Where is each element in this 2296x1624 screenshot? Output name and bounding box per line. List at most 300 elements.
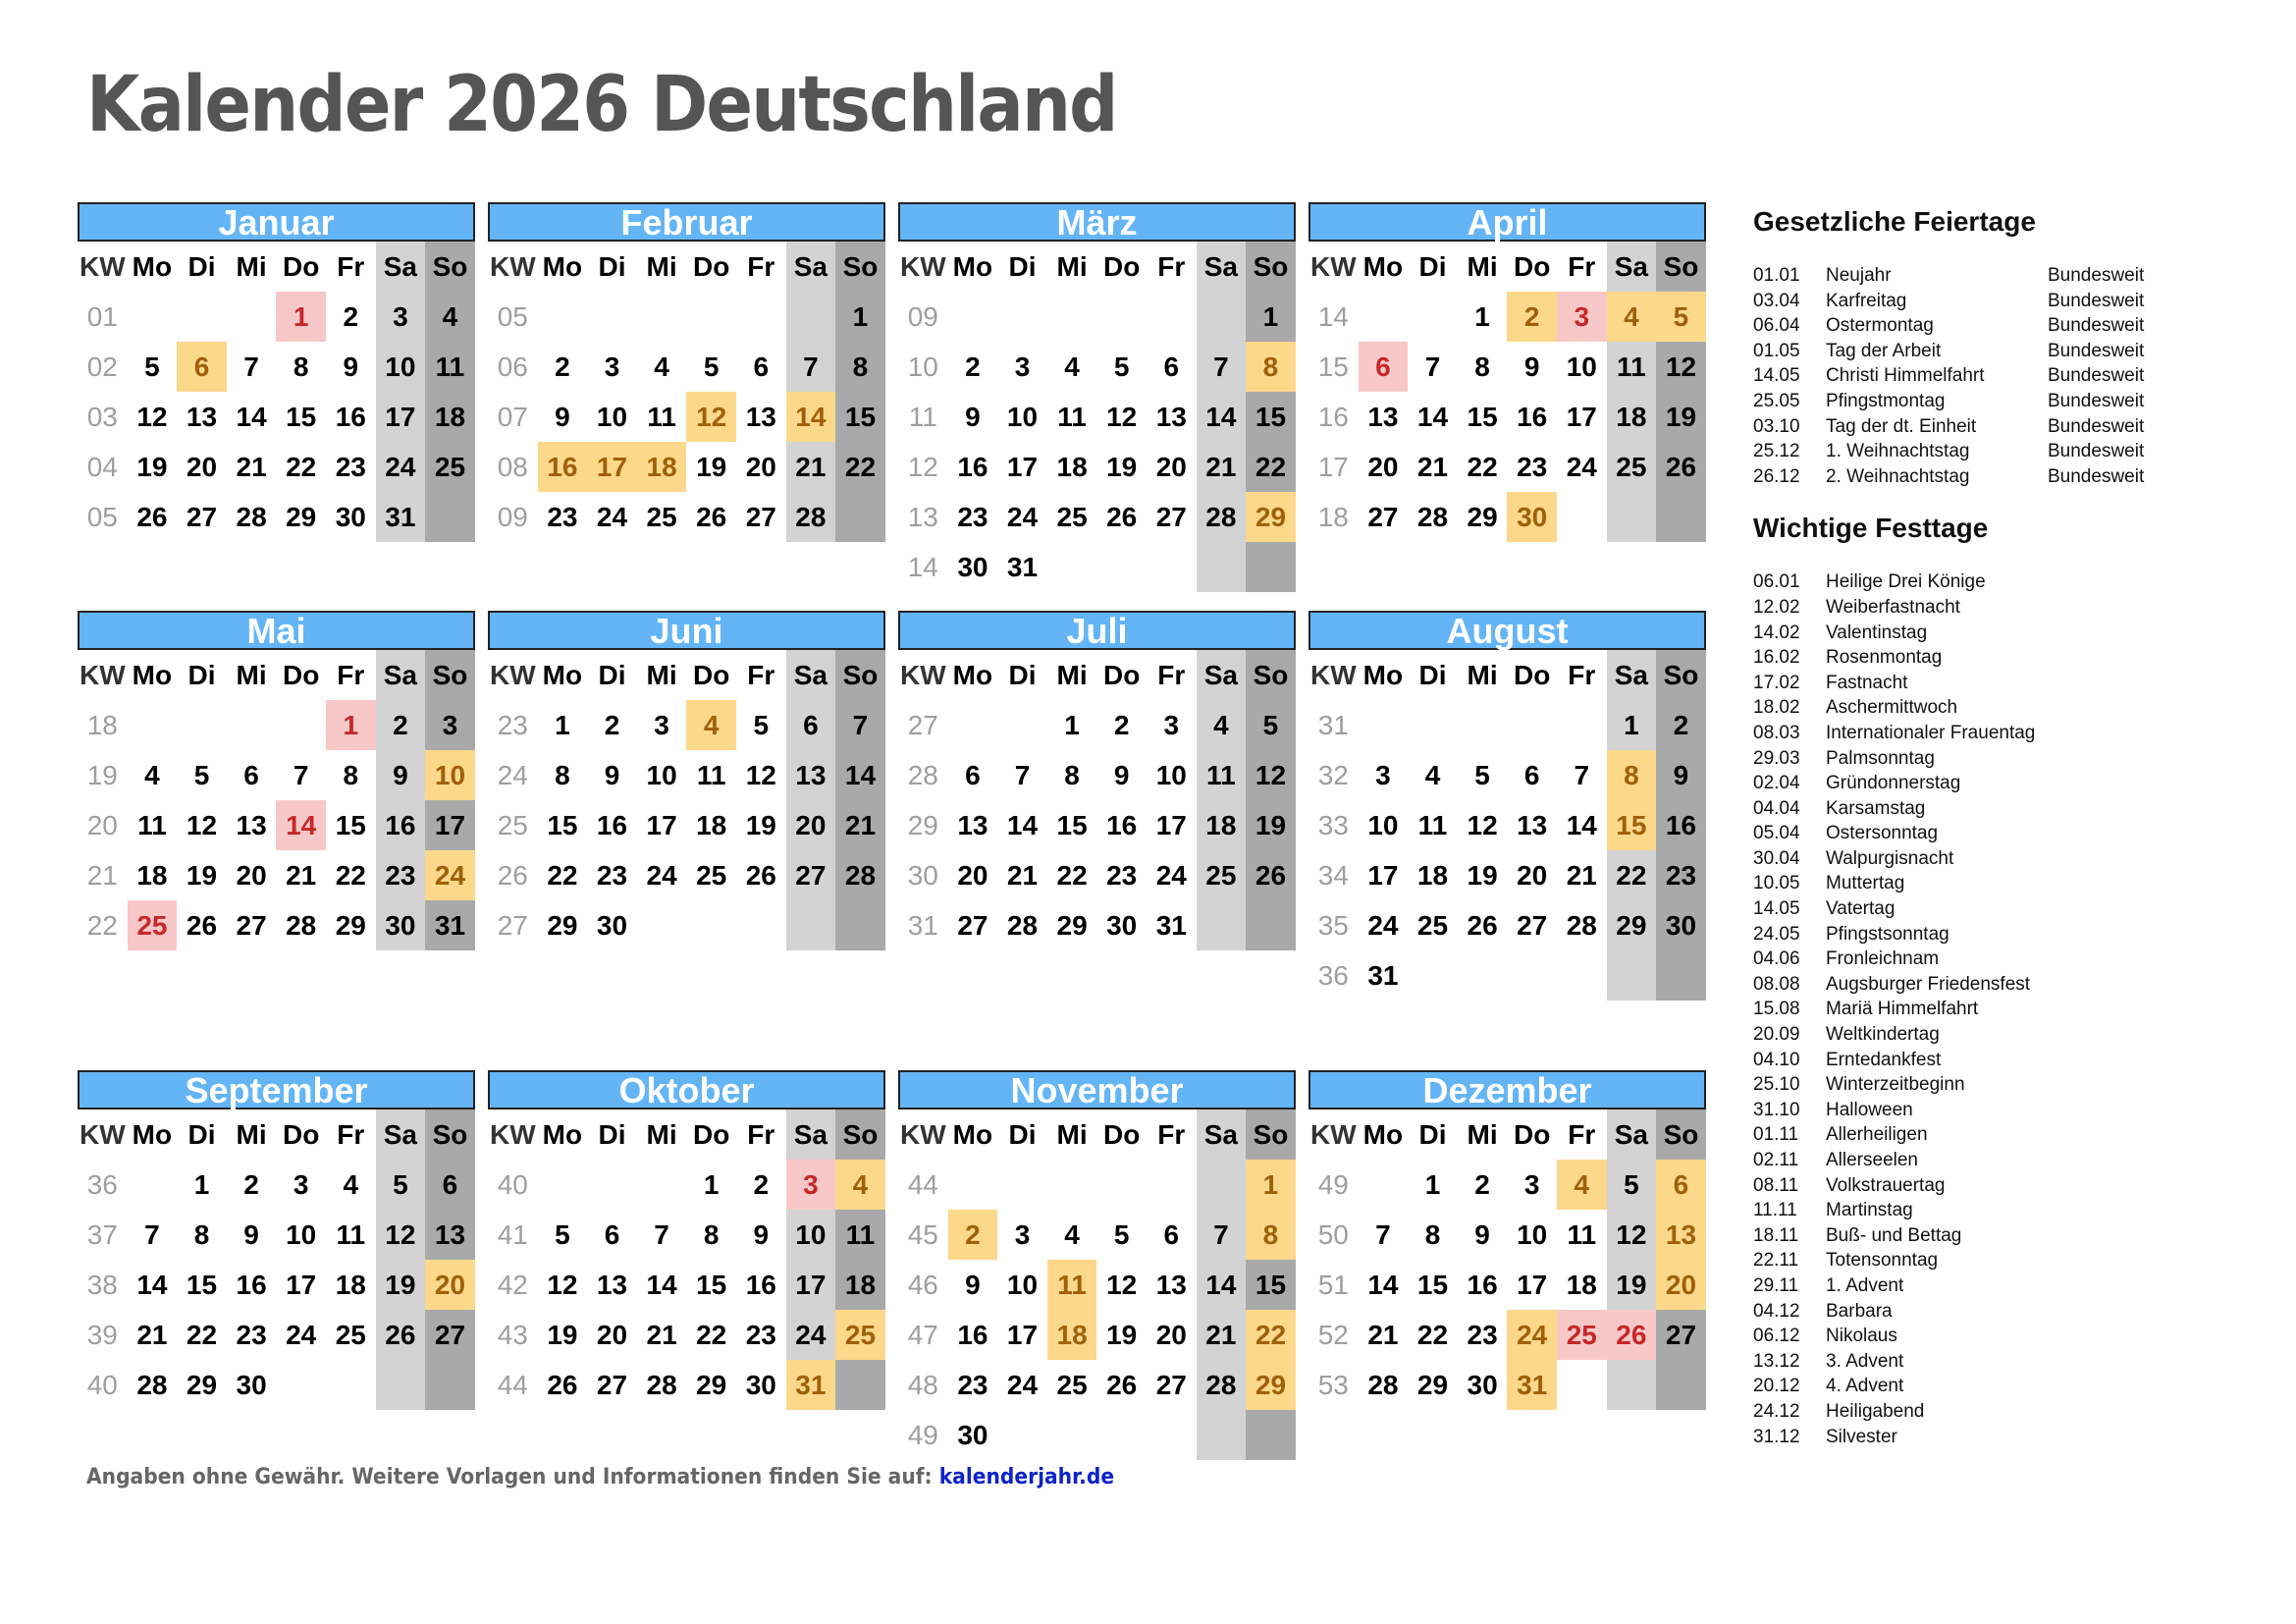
entry-date: 12.02: [1753, 596, 1800, 618]
weekday-header: [78, 1110, 475, 1160]
day-cell: 3: [425, 700, 475, 750]
weekday-label: So: [425, 1110, 475, 1160]
day-cell: 9: [1656, 750, 1706, 800]
weekday-label: Fr: [337, 251, 365, 282]
day-cell: [1147, 1410, 1197, 1460]
weekday-label: Mi: [1467, 1119, 1498, 1150]
day-cell: 1: [1424, 1169, 1441, 1200]
weekday-label: KW: [899, 1119, 946, 1150]
day-cell: 3: [1523, 1169, 1540, 1200]
weekday-label: Sa: [1197, 650, 1247, 700]
week-number: 29: [907, 810, 938, 840]
day-cell: 23: [335, 452, 366, 482]
week-row: [78, 342, 475, 392]
week-number: 43: [497, 1320, 528, 1350]
entry-name: Tag der Arbeit: [1826, 340, 1942, 361]
entry-name: Palmsonntag: [1826, 747, 1935, 769]
day-cell: 21: [786, 442, 836, 492]
weekday-label: Mo: [542, 660, 583, 690]
entry-name: Muttertag: [1826, 873, 1905, 894]
holiday-entry: [1753, 671, 2264, 696]
day-cell: 1: [1474, 301, 1490, 332]
day-cell: 22: [1416, 1320, 1449, 1350]
day-cell: 10: [1566, 352, 1597, 382]
day-cell: 22: [696, 1320, 727, 1350]
weekday-label: Do: [283, 1119, 320, 1150]
week-number: 40: [497, 1169, 528, 1200]
day-cell: 15: [835, 392, 885, 442]
entry-name: Valentinstag: [1826, 622, 1928, 643]
week-row: [1308, 750, 1706, 800]
day-cell: 19: [1106, 1320, 1138, 1350]
day-cell: 26: [1106, 1370, 1138, 1400]
week-row: [1308, 342, 1706, 392]
entry-region: Bundesweit: [2048, 390, 2145, 411]
day-cell: 18: [136, 860, 168, 891]
day-cell: 29: [696, 1370, 727, 1400]
day-cell: 31: [1155, 910, 1187, 941]
day-cell: 7: [1424, 352, 1441, 382]
day-cell: 16: [538, 442, 588, 492]
day-cell: 25: [128, 900, 178, 950]
day-cell: 24: [1006, 502, 1039, 532]
week-number: 24: [497, 760, 528, 790]
day-cell: 4: [343, 1169, 359, 1200]
day-cell: 29: [186, 1370, 218, 1400]
entry-date: 22.11: [1753, 1250, 1799, 1272]
week-number: 30: [907, 860, 938, 891]
day-cell: 4: [835, 1160, 885, 1210]
day-cell: [736, 292, 786, 342]
day-cell: 6: [243, 760, 259, 790]
day-cell: 18: [1056, 452, 1088, 482]
day-cell: 28: [286, 910, 317, 941]
week-row: [78, 392, 475, 442]
footer-link[interactable]: kalenderjahr.de: [938, 1465, 1115, 1489]
entry-name: Pfingstsonntag: [1826, 923, 1949, 945]
day-cell: 21: [1197, 442, 1247, 492]
weekday-label: Di: [598, 660, 626, 690]
day-cell: [1147, 292, 1197, 342]
week-row: [488, 1310, 885, 1360]
day-cell: 3: [1014, 352, 1031, 382]
week-number: 03: [86, 402, 118, 432]
day-cell: 26: [1106, 502, 1138, 532]
weekday-label: KW: [489, 1119, 536, 1150]
day-cell: 23: [376, 850, 426, 900]
entry-date: 16.02: [1753, 647, 1800, 669]
week-number: 18: [86, 710, 118, 740]
weekday-label: So: [425, 242, 475, 292]
day-cell: 14: [786, 392, 836, 442]
day-cell: [1246, 900, 1296, 950]
day-cell: 8: [1424, 1219, 1441, 1250]
holiday-entry: [1753, 746, 2264, 772]
day-cell: 25: [1056, 502, 1088, 532]
day-cell: 25: [1197, 850, 1247, 900]
day-cell: [425, 1360, 475, 1410]
week-number: 36: [1317, 960, 1349, 991]
week-row: [898, 1260, 1296, 1310]
day-cell: 3: [1014, 1219, 1031, 1250]
day-cell: 10: [425, 750, 475, 800]
day-cell: [1197, 1160, 1247, 1210]
month-title: Dezember: [1308, 1070, 1706, 1110]
day-cell: 19: [376, 1260, 426, 1310]
weekday-label: Do: [283, 251, 320, 282]
week-row: [488, 392, 885, 442]
day-cell: 8: [343, 760, 359, 790]
entry-name: Halloween: [1826, 1099, 1913, 1120]
entry-name: Totensonntag: [1826, 1250, 1939, 1272]
day-cell: 28: [136, 1370, 168, 1400]
day-cell: 11: [1047, 1260, 1097, 1310]
day-cell: 7: [144, 1219, 160, 1250]
week-row: [898, 342, 1296, 392]
day-cell: 20: [745, 452, 776, 482]
day-cell: 9: [243, 1219, 259, 1250]
week-row: [1308, 700, 1706, 750]
day-cell: 16: [596, 810, 628, 840]
day-cell: 27: [745, 502, 776, 532]
day-cell: 26: [1656, 442, 1706, 492]
entry-name: Winterzeitbeginn: [1826, 1074, 1965, 1096]
day-cell: 4: [686, 700, 736, 750]
entry-name: Erntedankfest: [1826, 1049, 1942, 1070]
day-cell: 11: [647, 402, 676, 432]
day-cell: 21: [1566, 860, 1597, 891]
day-cell: [1197, 292, 1247, 342]
footer-note: [86, 1465, 1114, 1489]
day-cell: 14: [646, 1270, 677, 1300]
day-cell: 7: [1375, 1219, 1391, 1250]
weekday-label: Do: [693, 251, 730, 282]
day-cell: [948, 292, 998, 342]
entry-date: 08.08: [1753, 973, 1800, 995]
day-cell: [1607, 950, 1657, 1001]
festtage-list: [1753, 569, 2264, 1449]
weekday-label: So: [835, 242, 885, 292]
month-title: Juni: [488, 611, 885, 650]
entry-name: Karsamstag: [1826, 797, 1926, 819]
weekday-label: Do: [1514, 251, 1551, 282]
weekday-label: Mi: [1056, 1119, 1088, 1150]
holiday-entry: [1753, 263, 2264, 289]
entry-date: 08.11: [1753, 1174, 1799, 1196]
day-cell: [786, 900, 836, 950]
entry-date: 06.12: [1753, 1326, 1800, 1347]
entry-date: 13.12: [1753, 1350, 1800, 1372]
day-cell: [1656, 950, 1706, 1001]
week-number: 05: [497, 301, 528, 332]
entry-date: 01.05: [1753, 340, 1800, 361]
holiday-sidebar: [1753, 206, 2264, 1449]
day-cell: [1656, 492, 1706, 542]
weekday-header: [898, 650, 1296, 700]
day-cell: 8: [555, 760, 570, 790]
day-cell: [835, 900, 885, 950]
day-cell: 11: [835, 1210, 885, 1260]
entry-date: 11.11: [1753, 1200, 1797, 1221]
day-cell: [1246, 1410, 1296, 1460]
day-cell: 2: [555, 352, 570, 382]
day-cell: 11: [425, 342, 475, 392]
weekday-label: Do: [1103, 1119, 1141, 1150]
day-cell: 19: [745, 810, 776, 840]
week-row: [488, 750, 885, 800]
weekday-label: Di: [187, 660, 216, 690]
week-number: 11: [908, 402, 937, 432]
entry-date: 24.05: [1753, 923, 1800, 945]
day-cell: 6: [1359, 342, 1409, 392]
holiday-entry: [1753, 796, 2264, 822]
day-cell: 25: [835, 1310, 885, 1360]
day-cell: [1197, 1410, 1247, 1460]
day-cell: 19: [1607, 1260, 1657, 1310]
weekday-label: Mi: [1467, 251, 1498, 282]
day-cell: [1047, 1410, 1097, 1460]
day-cell: 13: [425, 1210, 475, 1260]
day-cell: 15: [1246, 1260, 1296, 1310]
day-cell: 15: [1607, 800, 1657, 850]
weekday-label: Mo: [1362, 660, 1404, 690]
week-row: [1308, 850, 1706, 900]
entry-date: 06.01: [1753, 571, 1800, 593]
day-cell: 13: [1367, 402, 1399, 432]
day-cell: 29: [1467, 502, 1498, 532]
day-cell: 23: [596, 860, 628, 891]
week-number: 14: [1317, 301, 1349, 332]
day-cell: 1: [555, 710, 570, 740]
week-row: [78, 1360, 475, 1410]
week-number: 17: [1317, 452, 1349, 482]
day-cell: 29: [1246, 492, 1296, 542]
day-cell: 30: [1467, 1370, 1498, 1400]
day-cell: 27: [1656, 1310, 1706, 1360]
weekday-header: [78, 242, 475, 292]
day-cell: 4: [1424, 760, 1441, 790]
day-cell: 25: [1056, 1370, 1088, 1400]
month-8: [78, 1070, 475, 1410]
day-cell: 11: [1567, 1219, 1597, 1250]
holiday-entry: [1753, 1374, 2264, 1399]
week-row: [78, 900, 475, 950]
day-cell: [637, 1160, 687, 1210]
footer-text: Angaben ohne Gewähr. Weitere Vorlagen und Informationen finden Sie auf:: [86, 1465, 939, 1489]
day-cell: 4: [654, 352, 669, 382]
day-cell: 23: [1656, 850, 1706, 900]
week-row: [488, 492, 885, 542]
holiday-entry: [1753, 1148, 2264, 1173]
day-cell: 17: [646, 810, 677, 840]
day-cell: 14: [1006, 810, 1039, 840]
day-cell: 9: [965, 402, 981, 432]
day-cell: 6: [604, 1219, 620, 1250]
week-row: [78, 492, 475, 542]
day-cell: 25: [335, 1320, 366, 1350]
day-cell: [1047, 542, 1097, 592]
day-cell: 10: [1517, 1219, 1548, 1250]
entry-date: 29.11: [1753, 1274, 1799, 1296]
week-number: 28: [907, 760, 938, 790]
weekday-label: Mo: [952, 1119, 993, 1150]
week-row: [898, 1310, 1296, 1360]
day-cell: 1: [193, 1169, 210, 1200]
day-cell: 25: [1416, 910, 1449, 941]
day-cell: 31: [425, 900, 475, 950]
weekday-label: So: [835, 650, 885, 700]
entry-name: Aschermittwoch: [1826, 697, 1958, 719]
holiday-entry: [1753, 464, 2264, 490]
day-cell: 5: [1474, 760, 1490, 790]
week-row: [488, 850, 885, 900]
day-cell: [1557, 1360, 1607, 1410]
day-cell: 4: [1064, 352, 1080, 382]
entry-name: 1. Advent: [1826, 1274, 1904, 1296]
day-cell: [128, 700, 178, 750]
day-cell: 25: [696, 860, 727, 891]
week-number: 01: [86, 301, 118, 332]
day-cell: 20: [957, 860, 988, 891]
day-cell: 10: [376, 342, 426, 392]
day-cell: 13: [745, 402, 776, 432]
day-cell: 30: [236, 1370, 267, 1400]
week-row: [1308, 900, 1706, 950]
entry-name: Augsburger Friedensfest: [1826, 973, 2031, 995]
week-row: [488, 292, 885, 342]
day-cell: 23: [236, 1320, 267, 1350]
day-cell: 30: [745, 1370, 776, 1400]
day-cell: 5: [376, 1160, 426, 1210]
weekday-label: Mo: [952, 251, 993, 282]
day-cell: 5: [144, 352, 160, 382]
week-number: 07: [497, 402, 528, 432]
week-row: [1308, 292, 1706, 342]
day-cell: 10: [1006, 402, 1039, 432]
weekday-label: Di: [1418, 251, 1447, 282]
day-cell: 28: [1197, 1360, 1247, 1410]
week-row: [898, 900, 1296, 950]
week-row: [488, 442, 885, 492]
day-cell: 24: [1566, 452, 1597, 482]
day-cell: 2: [343, 301, 359, 332]
week-number: 09: [907, 301, 938, 332]
day-cell: 18: [1607, 392, 1657, 442]
weekday-label: So: [1246, 242, 1296, 292]
day-cell: [997, 1160, 1047, 1210]
week-number: 05: [86, 502, 118, 532]
week-row: [898, 442, 1296, 492]
day-cell: 19: [1467, 860, 1498, 891]
day-cell: 3: [1375, 760, 1391, 790]
day-cell: [326, 1360, 376, 1410]
holiday-entry: [1753, 1072, 2264, 1098]
day-cell: 21: [835, 800, 885, 850]
week-row: [488, 1160, 885, 1210]
weekday-label: Do: [1514, 660, 1551, 690]
entry-date: 14.05: [1753, 365, 1800, 387]
entry-name: Christi Himmelfahrt: [1826, 365, 1985, 387]
week-row: [898, 1210, 1296, 1260]
weekday-label: Di: [187, 251, 216, 282]
day-cell: 1: [326, 700, 376, 750]
holiday-entry: [1753, 1273, 2264, 1299]
entry-date: 25.10: [1753, 1074, 1800, 1096]
entry-name: Heilige Drei Könige: [1826, 571, 1986, 593]
weekday-label: Mi: [236, 1119, 267, 1150]
day-cell: 29: [1416, 1370, 1449, 1400]
day-cell: 20: [1517, 860, 1548, 891]
weekday-label: Sa: [376, 1110, 426, 1160]
month-0: [78, 202, 475, 542]
day-cell: 23: [957, 1370, 988, 1400]
weekday-label: Di: [1418, 660, 1447, 690]
entry-name: Weltkindertag: [1826, 1024, 1940, 1046]
day-cell: [1507, 950, 1557, 1001]
day-cell: [1047, 1160, 1097, 1210]
weekday-label: Mo: [132, 1119, 173, 1150]
month-title: Januar: [78, 202, 475, 242]
day-cell: 28: [835, 850, 885, 900]
holiday-entry: [1753, 1098, 2264, 1123]
day-cell: 11: [1607, 342, 1657, 392]
week-row: [78, 292, 475, 342]
holiday-entry: [1753, 922, 2264, 947]
weekday-label: Sa: [786, 242, 836, 292]
holiday-entry: [1753, 846, 2264, 872]
day-cell: 8: [293, 352, 309, 382]
entry-date: 26.12: [1753, 465, 1800, 487]
entry-region: Bundesweit: [2048, 365, 2145, 387]
day-cell: 21: [646, 1320, 677, 1350]
holiday-entry: [1753, 1299, 2264, 1325]
day-cell: 8: [1246, 342, 1296, 392]
weekday-label: Di: [1418, 1119, 1447, 1150]
day-cell: 4: [1197, 700, 1247, 750]
month-title: April: [1308, 202, 1706, 242]
day-cell: 12: [186, 810, 218, 840]
holiday-entry: [1753, 621, 2264, 646]
day-cell: 31: [376, 492, 426, 542]
week-number: 47: [907, 1320, 938, 1350]
weekday-label: Do: [1103, 251, 1141, 282]
entry-region: Bundesweit: [2048, 340, 2145, 361]
day-cell: 9: [376, 750, 426, 800]
weekday-header: [1308, 1110, 1706, 1160]
day-cell: 23: [745, 1320, 776, 1350]
week-row: [1308, 442, 1706, 492]
weekday-label: KW: [1309, 251, 1357, 282]
weekday-header: [898, 1110, 1296, 1160]
entry-date: 02.11: [1753, 1150, 1799, 1170]
week-row: [1308, 1260, 1706, 1310]
day-cell: 19: [1246, 800, 1296, 850]
day-cell: 21: [1416, 452, 1449, 482]
day-cell: 12: [376, 1210, 426, 1260]
weekday-label: Mi: [1056, 660, 1088, 690]
week-number: 14: [907, 552, 938, 582]
entry-date: 06.04: [1753, 315, 1800, 337]
week-number: 23: [497, 710, 528, 740]
holiday-entry: [1753, 1223, 2264, 1249]
weekday-label: KW: [489, 660, 536, 690]
month-4: [78, 611, 475, 950]
day-cell: 24: [646, 860, 677, 891]
day-cell: 30: [957, 1420, 988, 1450]
day-cell: 26: [696, 502, 727, 532]
weekday-label: KW: [79, 660, 126, 690]
day-cell: 26: [1467, 910, 1498, 941]
